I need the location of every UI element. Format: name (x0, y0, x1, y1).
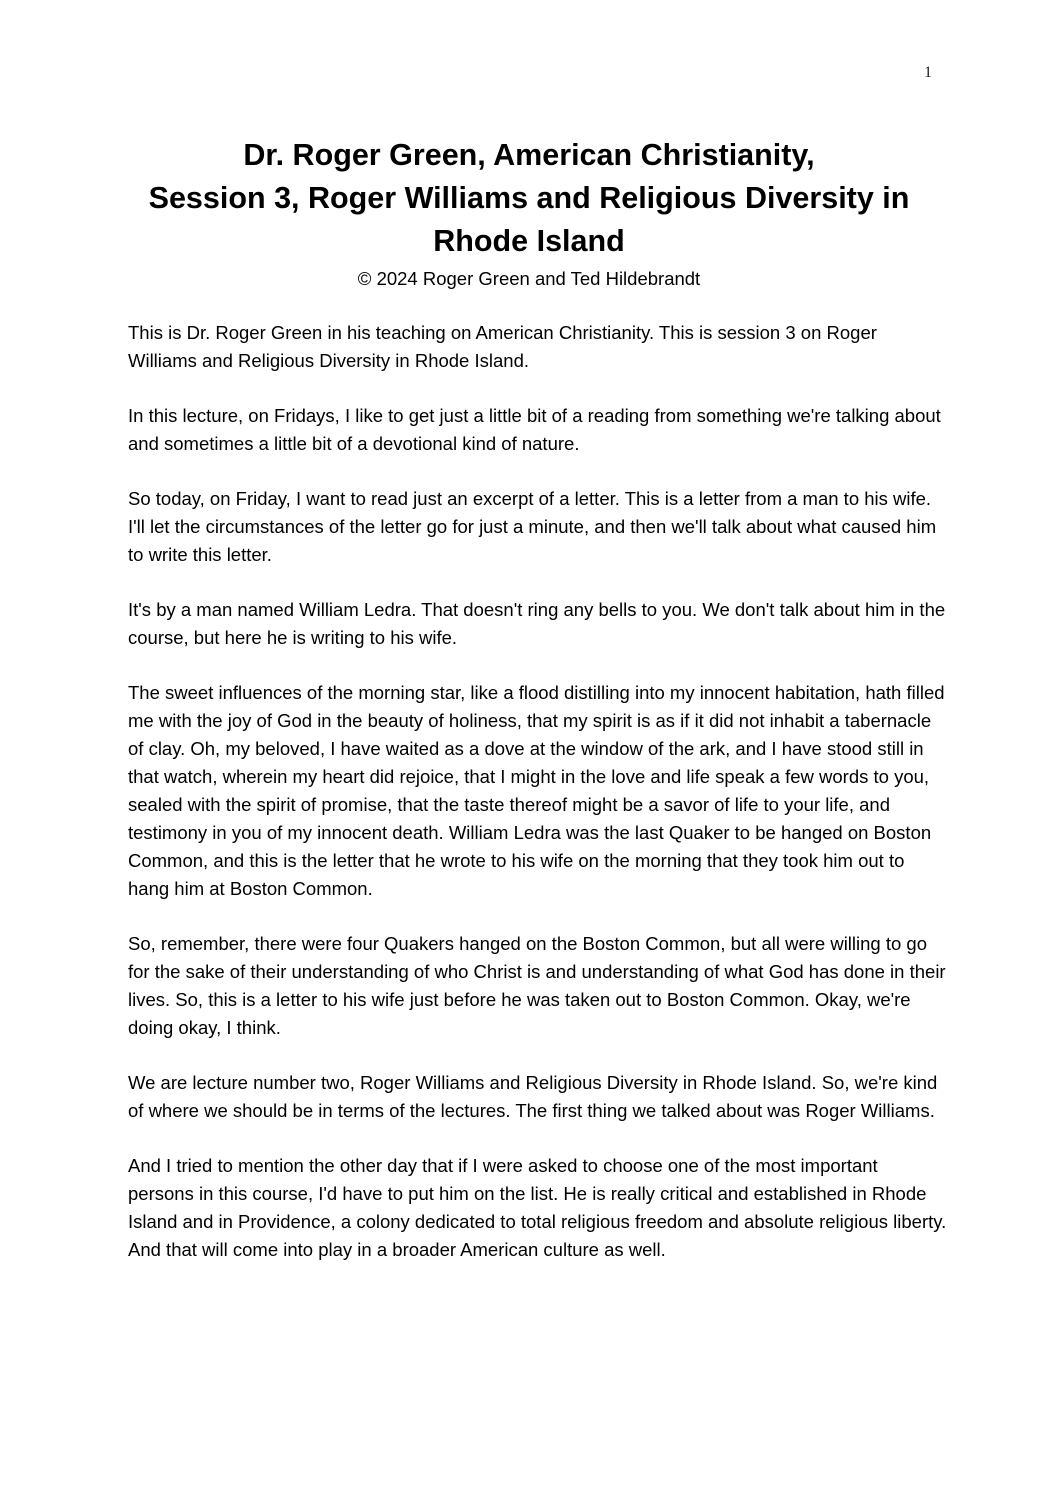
title-line-3: Rhode Island (433, 224, 625, 258)
copyright-notice: © 2024 Roger Green and Ted Hildebrandt (357, 268, 701, 289)
paragraph: And I tried to mention the other day that if I were asked to choose one of the most important persons in this course, I'd have to put him on the list. He is really critical and established in Rhode Island and in Providence, a colony dedicated to total religious freedom and absolute religious liberty. And that will come into play in a broader American culture as well. (128, 1155, 947, 1260)
paragraph: It's by a man named William Ledra. That doesn't ring any bells to you. We don't talk about him in the course, but here he is writing to his wife. (128, 599, 946, 648)
paragraph: We are lecture number two, Roger Williams and Religious Diversity in Rhode Island. So, we're kind of where we should be in terms of the lectures. The first thing we talked about was Roger Williams. (128, 1072, 938, 1121)
paragraph: In this lecture, on Fridays, I like to get just a little bit of a reading from something we're talking about and sometimes a little bit of a devotional kind of nature. (128, 405, 941, 454)
paragraph: So today, on Friday, I want to read just an excerpt of a letter. This is a letter from a man to his wife. I'll let the circumstances of the letter go for just a minute, and then we'll talk about what caused him to write this letter. (128, 488, 937, 565)
paragraph: So, remember, there were four Quakers hanged on the Boston Common, but all were willing to go for the sake of their understanding of who Christ is and understanding of what God has done in their lives. So, this is a letter to his wife just before he was taken out to Boston Common. Okay, we're doing okay, I think. (128, 933, 946, 1038)
title-line-2: Session 3, Roger Williams and Religious Diversity in (148, 181, 910, 215)
title-line-1: Dr. Roger Green, American Christianity, (243, 138, 815, 172)
document-title (100, 134, 958, 263)
page-number: 1 (924, 64, 932, 81)
paragraph: This is Dr. Roger Green in his teaching on American Christianity. This is session 3 on Roger Williams and Religious Diversity in Rhode Island. (128, 322, 877, 371)
paragraph: The sweet influences of the morning star, like a flood distilling into my innocent habitation, hath filled me with the joy of God in the beauty of holiness, that my spirit is as if it did not inhabit a tabernacle of clay. Oh, my beloved, I have waited as a dove at the window of the ark, and I have stood still in that watch, wherein my heart did rejoice, that I might in the love and life speak a few words to you, sealed with the spirit of promise, that the taste thereof might be a savor of life to your life, and testimony in you of my innocent death. William Ledra was the last Quaker to be hanged on Boston Common, and this is the letter that he wrote to his wife on the morning that they took him out to hang him at Boston Common. (128, 682, 945, 899)
document-body (128, 319, 948, 1291)
